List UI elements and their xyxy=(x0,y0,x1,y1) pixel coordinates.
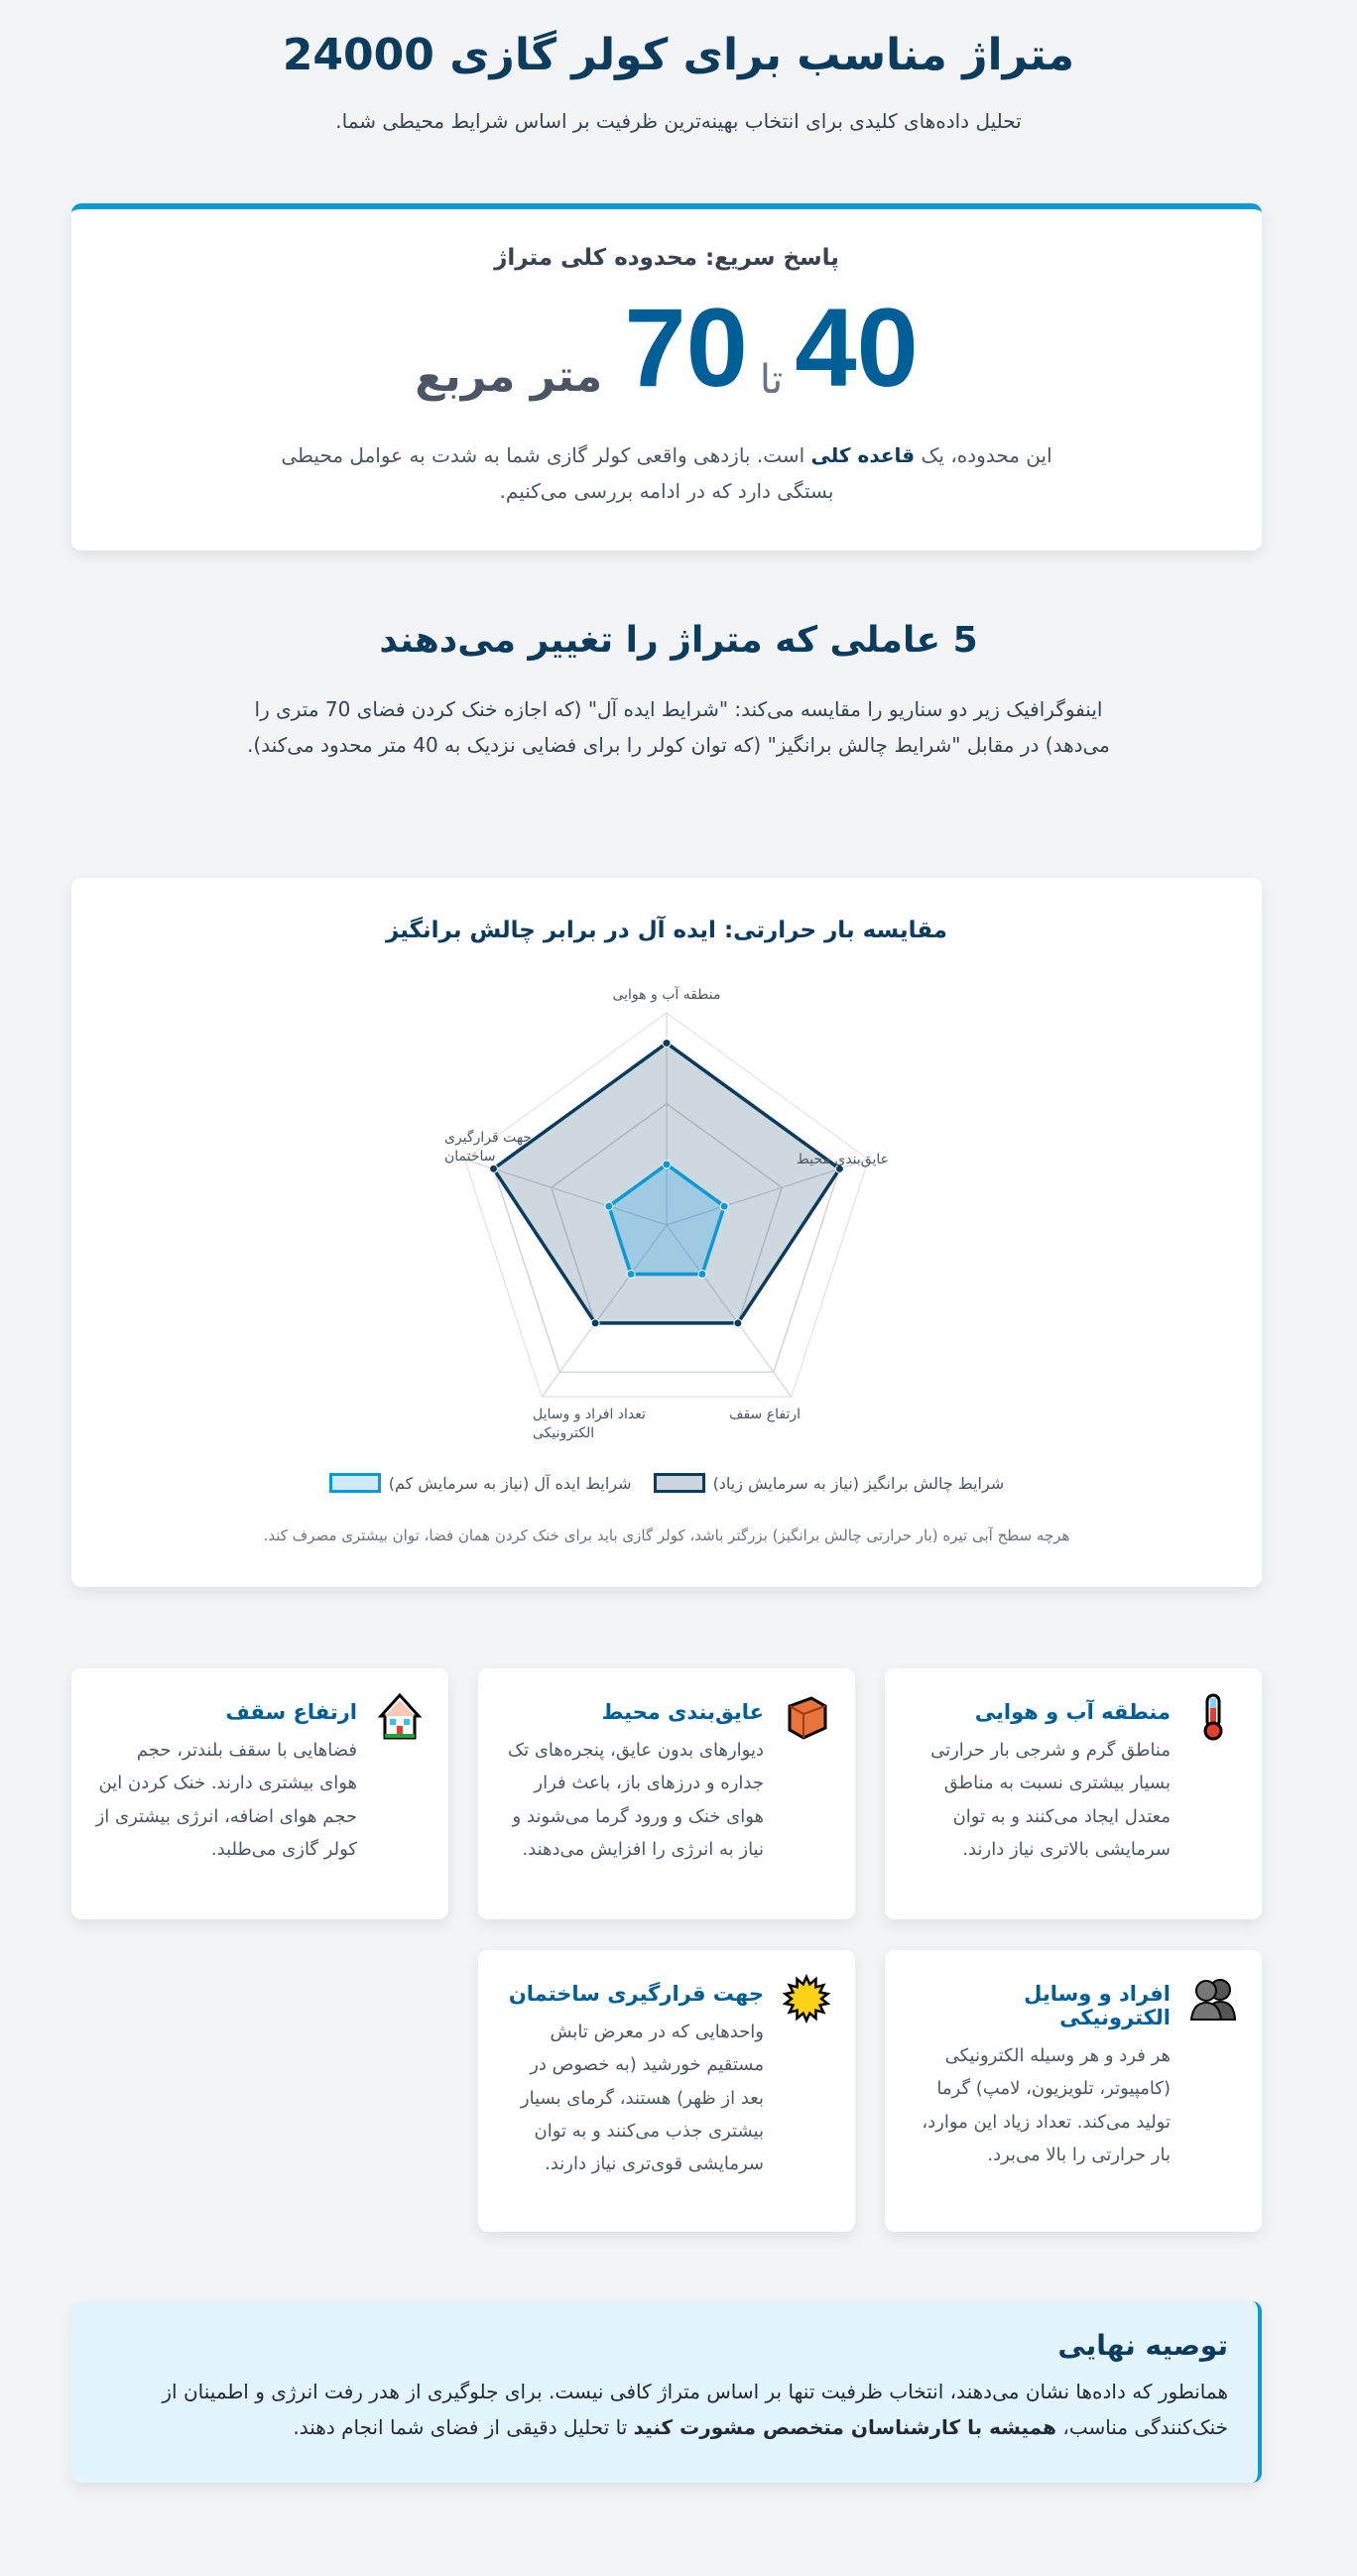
factor-card xyxy=(478,1950,855,2232)
sun-icon xyxy=(782,1974,831,2024)
data-point xyxy=(605,1202,613,1210)
factor-card xyxy=(478,1668,855,1919)
factors-title: 5 عاملی که متراژ را تغییر می‌دهند xyxy=(379,620,978,661)
data-point xyxy=(663,1161,671,1168)
factor-card-body xyxy=(502,1974,764,2180)
thermometer-icon xyxy=(1188,1692,1238,1742)
range-max: 70 xyxy=(624,286,748,410)
factor-card-text: فضاهایی با سقف بلندتر، حجم هوای بیشتری دارند. خنک کردن این حجم هوای اضافه، انرژی بیشتری از کولر گازی می‌طلبد. xyxy=(95,1740,357,1860)
factor-cards xyxy=(71,1668,1262,2232)
legend-swatch xyxy=(329,1473,381,1493)
page-subtitle: تحلیل داده‌های کلیدی برای انتخاب بهینه‌ترین ظرفیت بر اساس شرایط محیطی شما. xyxy=(335,109,1022,133)
factor-card-title: عایق‌بندی محیط xyxy=(601,1700,764,1724)
factor-card-title: افراد و وسایل الکترونیکی xyxy=(1024,1982,1171,2029)
range-unit: متر مربع xyxy=(415,351,603,403)
axis-label: منطقه آب و هوایی xyxy=(612,987,721,1003)
data-point xyxy=(698,1270,706,1278)
factor-card-text: هر فرد و هر وسیله الکترونیکی (کامپیوتر، تلویزیون، لامپ) گرما تولید می‌کند. تعداد زیاد این موارد، بار حرارتی را بالا می‌برد. xyxy=(922,2045,1171,2165)
factor-card-title: ارتفاع سقف xyxy=(225,1700,357,1724)
legend-item-challenging[interactable] xyxy=(654,1473,1005,1493)
factor-card-title: منطقه آب و هوایی xyxy=(974,1700,1171,1724)
range-min: 40 xyxy=(795,286,919,410)
text-part: همانطور که داده‌ها نشان می‌دهند، انتخاب ظرفیت تنها بر اساس متراژ کافی نیست. برای جلوگیری از هدر رفت انرژی و اطمینان از خنک‌کنندگی مناسب، xyxy=(162,2380,1228,2439)
factor-card xyxy=(71,1668,448,1919)
people-icon xyxy=(1188,1974,1238,2024)
axis-label: عایق‌بندی محیط xyxy=(796,1152,889,1167)
factor-card-body xyxy=(95,1692,357,1866)
text-part: تا تحلیل دقیقی از فضای شما انجام دهند. xyxy=(293,2415,634,2439)
data-point xyxy=(591,1319,599,1327)
text-part: این محدوده، یک xyxy=(915,443,1052,467)
legend-item-ideal[interactable] xyxy=(329,1473,632,1493)
factor-card-text: واحدهایی که در معرض تابش مستقیم خورشید (به خصوص در بعد از ظهر) هستند، گرمای بسیار بیشتری جذب می‌کنند و به توان سرمایشی قوی‌تری نیاز دارند. xyxy=(520,2022,764,2175)
range-separator: تا xyxy=(759,357,784,403)
radar-chart-card xyxy=(71,878,1262,1587)
page-title: متراژ مناسب برای کولر گازی 24000 xyxy=(282,30,1075,80)
chart-title: مقایسه بار حرارتی: ایده آل در برابر چالش برانگیز xyxy=(385,918,948,943)
legend-label: شرایط چالش برانگیز (نیاز به سرمایش زیاد) xyxy=(712,1473,1005,1493)
axis-label: جهت قرارگیری ساختمان xyxy=(444,1130,532,1165)
house-icon xyxy=(375,1692,425,1742)
area-range xyxy=(71,275,1262,410)
text-part: است. بازدهی واقعی کولر گازی شما به شدت به عوامل محیطی بستگی دارد که در ادامه بررسی می‌کنیم. xyxy=(281,443,834,503)
chart-note: هرچه سطح آبی تیره (بار حرارتی چالش برانگیز) بزرگتر باشد، کولر گازی باید برای خنک کردن همان فضا، توان بیشتری مصرف کند. xyxy=(263,1527,1070,1544)
text-bold: همیشه با کارشناسان متخصص مشورت کنید xyxy=(633,2415,1056,2439)
brick-icon xyxy=(782,1692,831,1742)
quick-answer-heading: پاسخ سریع: محدوده کلی متراژ xyxy=(494,245,839,271)
factor-card xyxy=(885,1668,1262,1919)
factor-card-body xyxy=(909,1974,1171,2171)
final-title: توصیه نهایی xyxy=(1057,2329,1228,2362)
data-point xyxy=(663,1040,671,1047)
data-point xyxy=(490,1165,498,1172)
axis-label: ارتفاع سقف xyxy=(728,1407,801,1423)
data-point xyxy=(720,1202,728,1210)
factors-intro: اینفوگرافیک زیر دو سناریو را مقایسه می‌کند: "شرایط ایده آل" (که اجازه خنک کردن فضای 70 متری را می‌دهد) در مقابل "شرایط چالش برانگیز" (که توان کولر را برای فضایی نزدیک به 40 متر محدود می‌کند). xyxy=(247,697,1110,757)
factor-card-title: جهت قرارگیری ساختمان xyxy=(508,1982,764,2006)
factor-card-text: دیوارهای بدون عایق، پنجره‌های تک جداره و درزهای باز، باعث فرار هوای خنک و ورود گرما می‌شوند و نیاز به انرژی را افزایش می‌دهند. xyxy=(507,1740,764,1860)
chart-legend xyxy=(71,1473,1262,1493)
quick-answer-text xyxy=(260,437,1073,509)
data-point xyxy=(734,1319,742,1327)
text-bold: قاعده کلی xyxy=(810,443,916,467)
quick-answer-card xyxy=(71,203,1262,551)
factor-card-body xyxy=(909,1692,1171,1866)
lower-section xyxy=(71,1668,1262,2483)
legend-swatch xyxy=(654,1473,705,1493)
legend-label: شرایط ایده آل (نیاز به سرمایش کم) xyxy=(388,1473,632,1493)
factor-card-body xyxy=(502,1692,764,1866)
axis-label: تعداد افراد و وسایل الکترونیکی xyxy=(533,1407,646,1442)
factor-card-text: مناطق گرم و شرجی بار حرارتی بسیار بیشتری نسبت به مناطق معتدل ایجاد می‌کنند و به توان سرمایشی بالاتری نیاز دارند. xyxy=(930,1740,1171,1860)
final-recommendation xyxy=(71,2301,1262,2483)
factor-card xyxy=(885,1950,1262,2232)
final-text xyxy=(101,2374,1228,2445)
data-point xyxy=(627,1270,635,1278)
